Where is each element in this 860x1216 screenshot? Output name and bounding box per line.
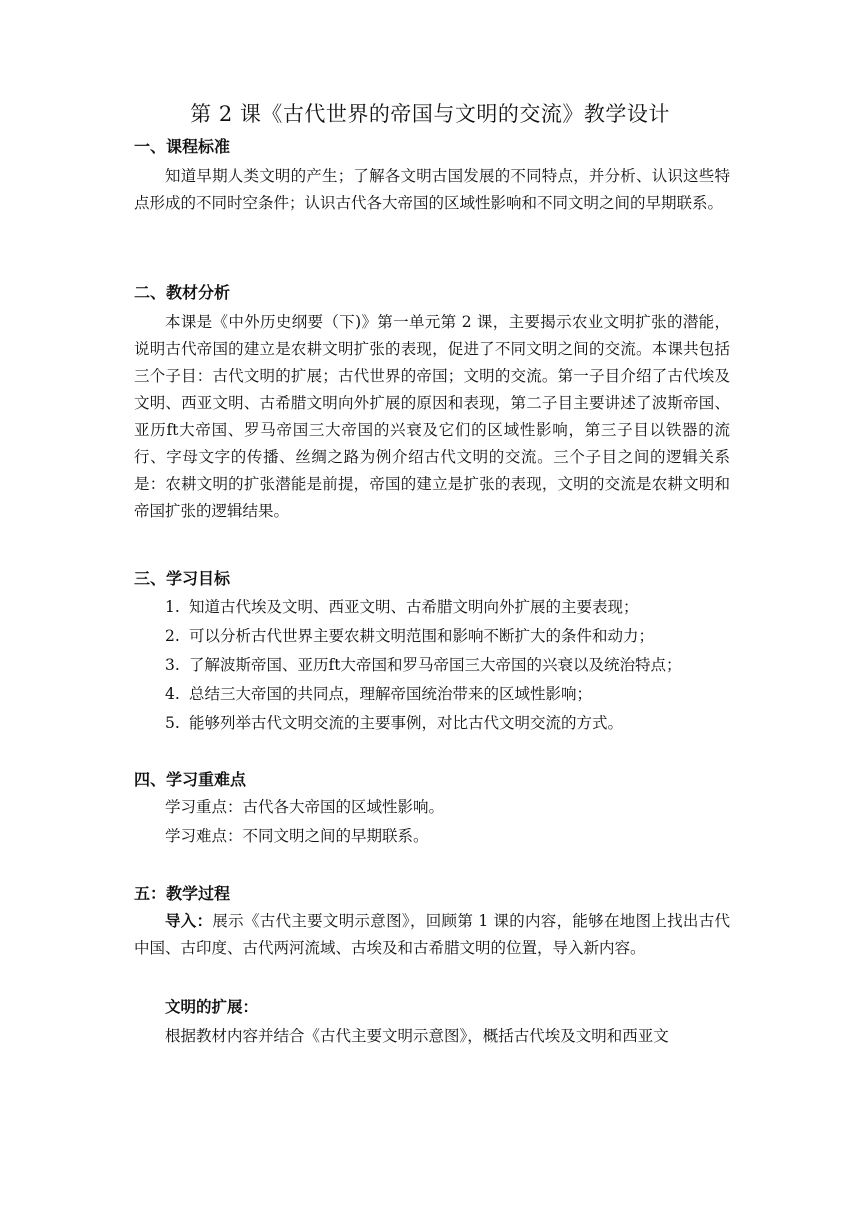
standard-paragraph: 知道早期人类文明的产生；了解各文明古国发展的不同特点，并分析、认识这些特点形成的不同时空条件；认识古代各大帝国的区域性影响和不同文明之间的早期联系。 — [134, 167, 730, 212]
section-heading-objectives: 三、学习目标 — [134, 569, 231, 588]
objective-item — [165, 684, 592, 704]
sub-heading-expansion: 文明的扩展： — [165, 998, 259, 1016]
section-heading-standard: 一、课程标准 — [134, 137, 231, 156]
objective-number: 5. — [165, 714, 180, 732]
key-difficulty-line: 学习难点：不同文明之间的早期联系。 — [165, 827, 429, 845]
objective-item — [165, 626, 654, 646]
objective-text: 能够列举古代文明交流的主要事例，对比古代文明交流的方式。 — [189, 714, 624, 732]
objective-number: 3. — [165, 656, 180, 674]
analysis-paragraph: 本课是《中外历史纲要（下)》第一单元第 2 课，主要揭示农业文明扩张的潜能，说明古代帝国的建立是农耕文明扩张的表现，促进了不同文明之间的交流。本课共包括三个子目：古代文明的扩展；古代世界的帝国；文明的交流。第一子目介绍了古代埃及文明、西亚文明、古希腊文明向外扩展的原因和表现，第二子目主要讲述了波斯帝国、亚历ft大帝国、罗马帝国三大帝国的兴衰及它们的区域性影响，第三子目以铁器的流行、字母文字的传播、丝绸之路为例介绍古代文明的交流。三个子目之间的逻辑关系是：农耕文明的扩张潜能是前提，帝国的建立是扩张的表现，文明的交流是农耕文明和帝国扩张的逻辑结果。 — [134, 313, 730, 520]
key-focus-line: 学习重点：古代各大帝国的区域性影响。 — [165, 798, 445, 816]
objective-number: 4. — [165, 685, 180, 703]
objective-text: 可以分析古代世界主要农耕文明范围和影响不断扩大的条件和动力； — [189, 627, 655, 645]
objective-text: 知道古代埃及文明、西亚文明、古希腊文明向外扩展的主要表现； — [189, 598, 639, 616]
expansion-paragraph: 根据教材内容并结合《古代主要文明示意图》，概括古代埃及文明和西亚文 — [165, 1027, 669, 1045]
objective-item — [165, 713, 623, 733]
section-heading-analysis: 二、教材分析 — [134, 283, 231, 302]
intro-text: 展示《古代主要文明示意图》，回顾第 1 课的内容，能够在地图上找出古代中国、古印度、古代两河流域、古埃及和古希腊文明的位置，导入新内容。 — [134, 912, 730, 957]
page-title: 第 2 课《古代世界的帝国与文明的交流》教学设计 — [190, 102, 670, 126]
objective-item — [165, 655, 681, 675]
objective-text: 了解波斯帝国、亚历ft大帝国和罗马帝国三大帝国的兴衰以及统治特点； — [189, 656, 682, 674]
objective-text: 总结三大帝国的共同点，理解帝国统治带来的区域性影响； — [189, 685, 593, 703]
section-heading-key-points: 四、学习重难点 — [134, 770, 247, 789]
section-heading-process: 五：教学过程 — [134, 884, 231, 903]
intro-paragraph — [134, 908, 730, 962]
intro-label: 导入： — [165, 912, 213, 930]
objective-item — [165, 597, 639, 617]
objective-number: 1. — [165, 598, 180, 616]
objective-number: 2. — [165, 627, 180, 645]
